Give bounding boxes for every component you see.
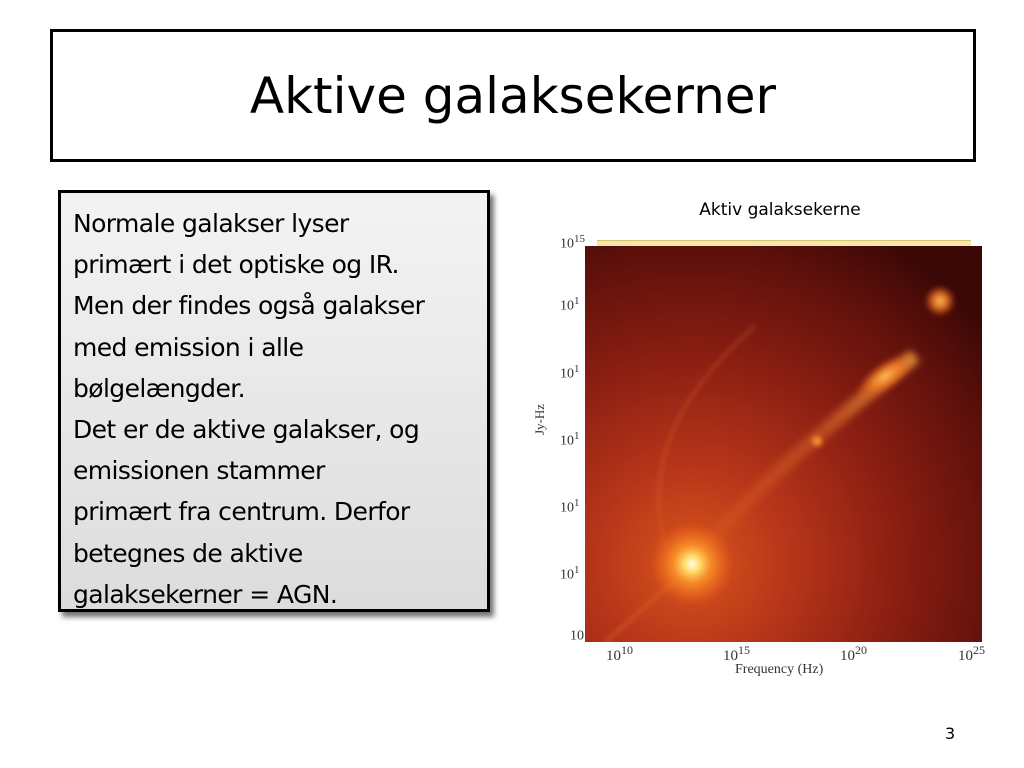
- x-tick-label: $10^{10}$: [606, 643, 633, 664]
- page-number: 3: [945, 724, 956, 743]
- agn-figure: [530, 195, 1000, 695]
- body-line: emissionen stammer: [73, 456, 325, 486]
- galaxy-jet-photo: [585, 246, 982, 642]
- x-tick-label: $10^{15}$: [723, 643, 750, 664]
- body-text-box: [58, 190, 490, 612]
- x-tick-label: $10^{20}$: [840, 643, 867, 664]
- body-line: primært i det optiske og IR.: [73, 250, 399, 280]
- body-line: med emission i alle: [73, 332, 304, 362]
- y-tick-label: $10^1$: [560, 363, 580, 382]
- y-tick-label: $10^1$: [560, 295, 580, 314]
- x-tick-label: $10^{25}$: [958, 643, 985, 664]
- y-tick-label: $10^1$: [560, 564, 580, 583]
- body-line: Men der findes også galakser: [73, 291, 425, 321]
- figure-title: Aktiv galaksekerne: [699, 200, 861, 220]
- body-line: Normale galakser lyser: [73, 209, 349, 238]
- body-line: bølgelængder.: [73, 373, 245, 403]
- y-tick-label: $10^{15}$: [560, 233, 585, 252]
- x-axis-label: Frequency (Hz): [735, 662, 824, 677]
- body-line: Det er de aktive galakser, og: [73, 415, 420, 445]
- y-axis-label: Jy-Hz: [532, 403, 547, 435]
- title-box: [50, 29, 976, 162]
- body-line: betegnes de aktive: [73, 538, 303, 568]
- y-tick-label: $10^1$: [560, 497, 580, 516]
- body-line: galaksekerner = AGN.: [73, 579, 338, 609]
- slide-title: Aktive galaksekerner: [249, 66, 777, 125]
- y-tick-label: $10^1$: [560, 430, 580, 449]
- y-tick-label: 10: [570, 628, 584, 644]
- body-line: primært fra centrum. Derfor: [73, 497, 410, 527]
